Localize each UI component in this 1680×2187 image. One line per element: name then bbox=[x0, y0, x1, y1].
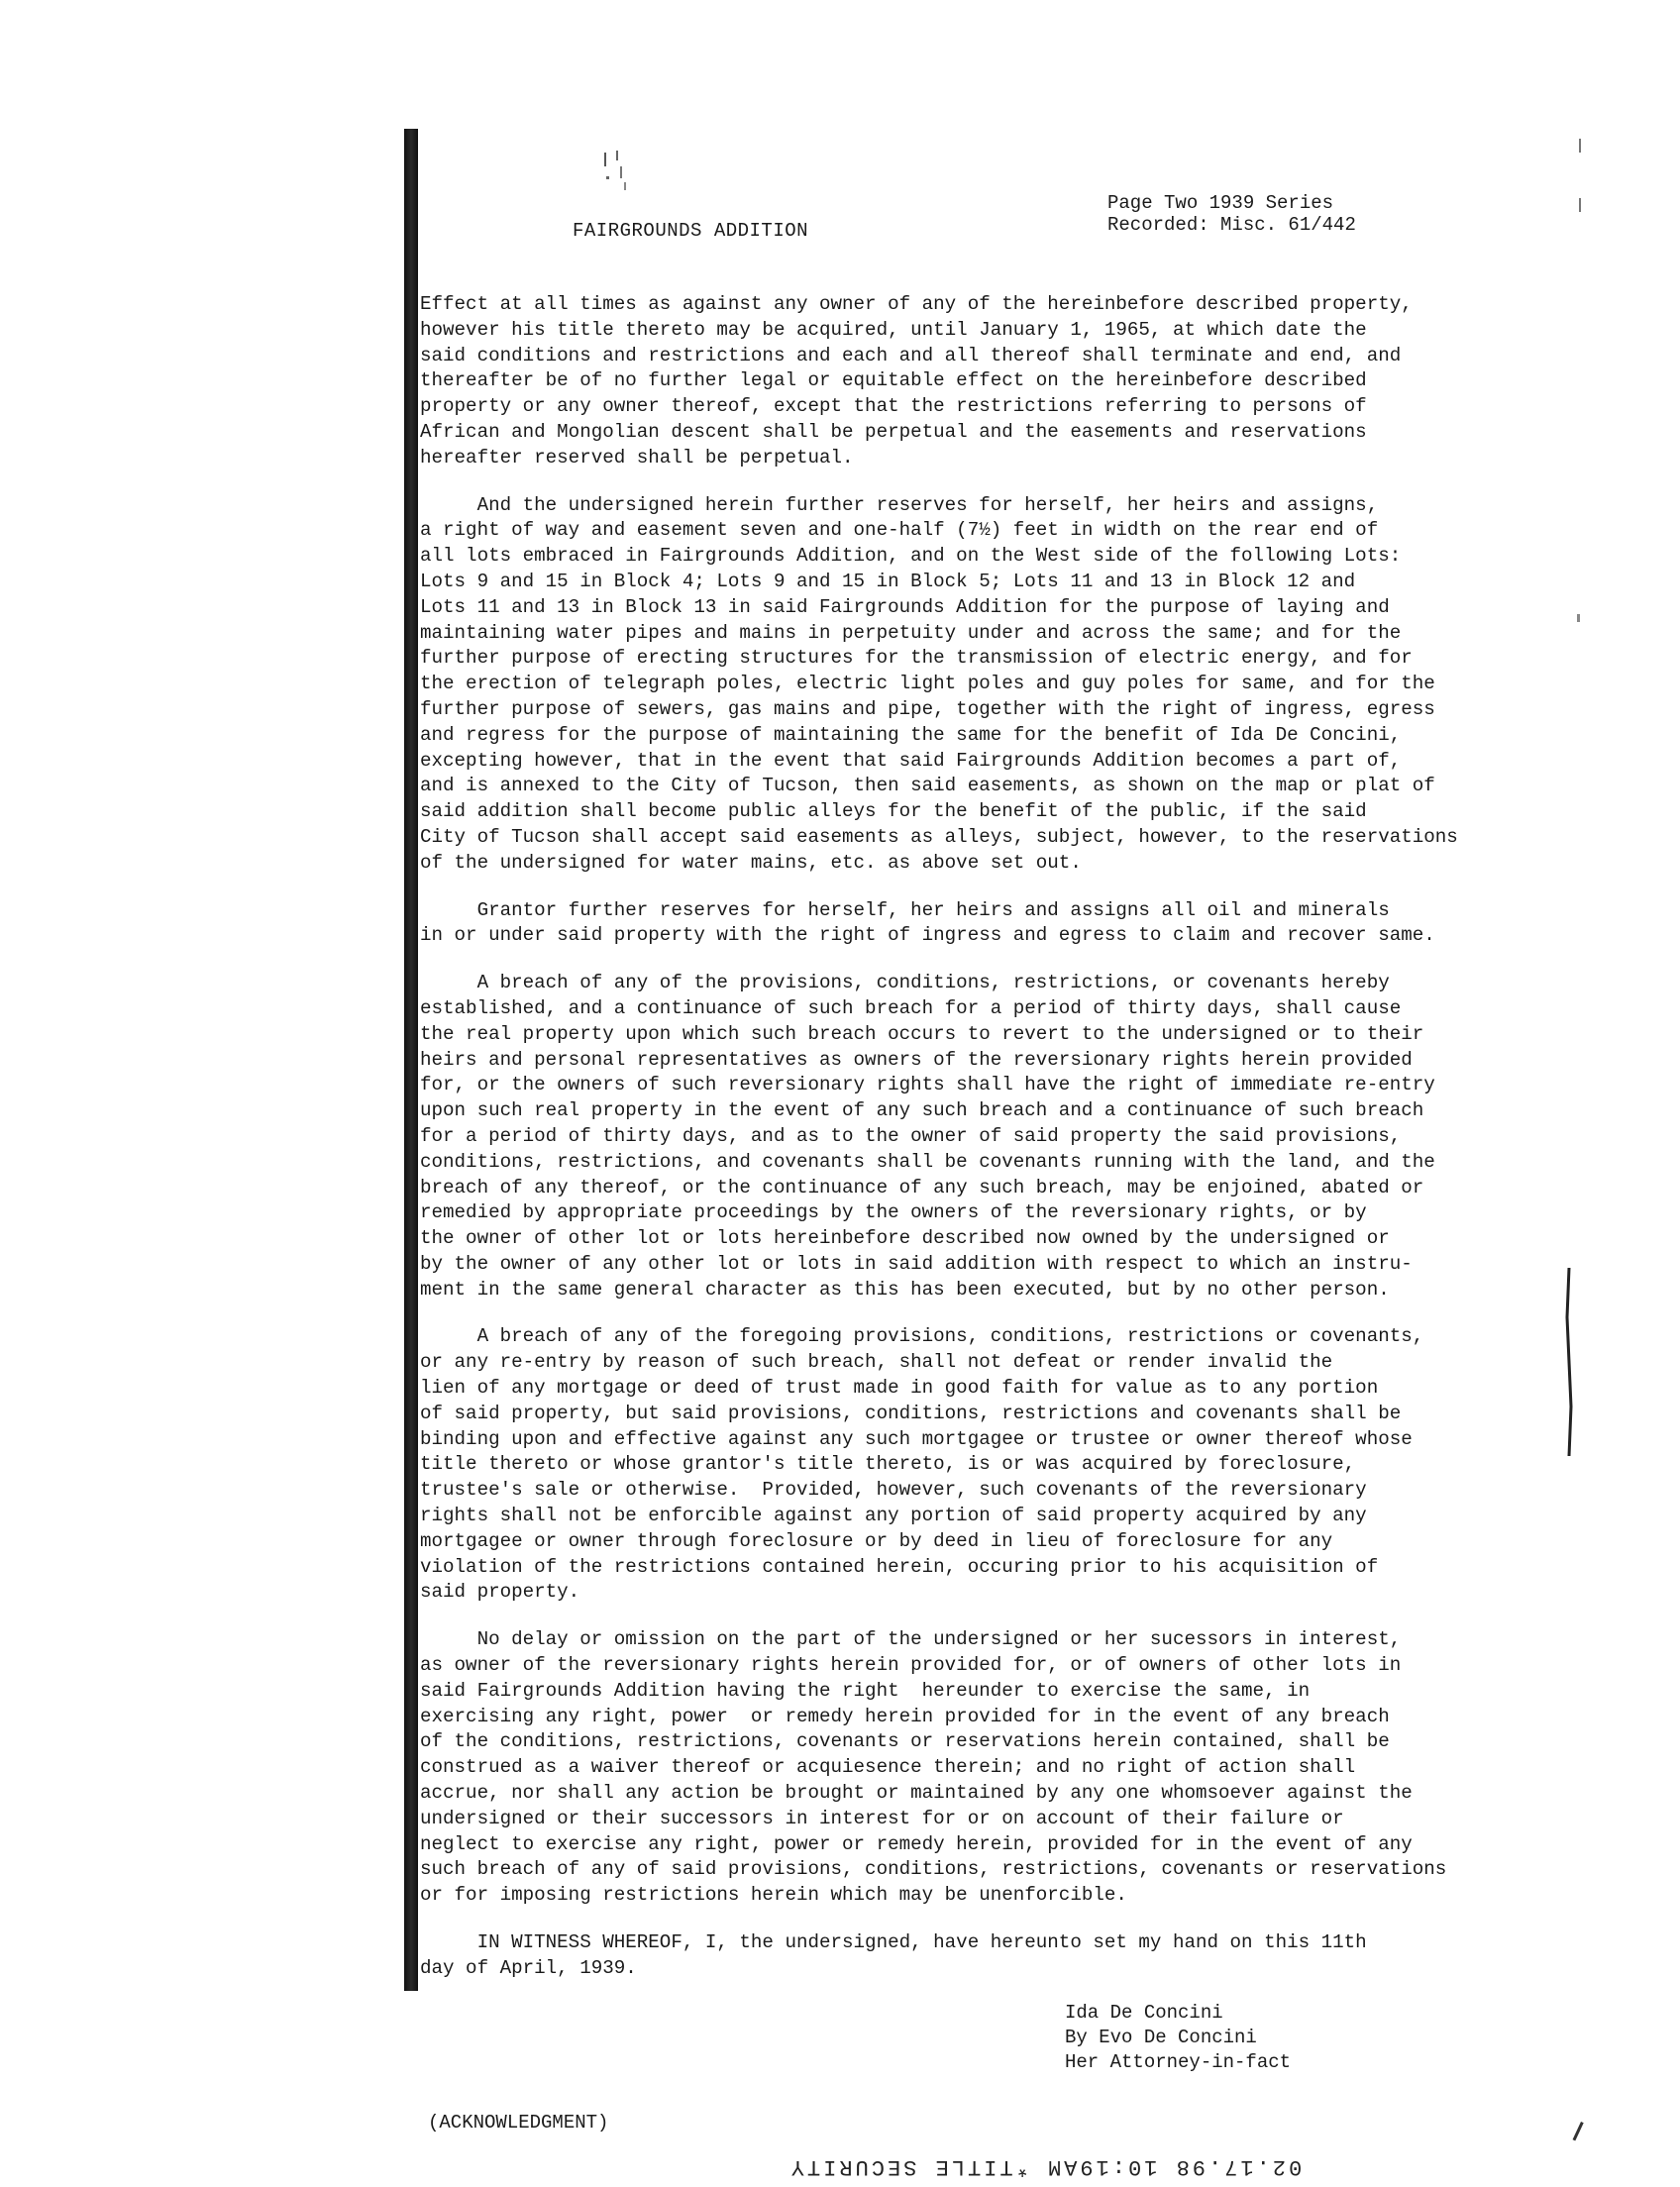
scan-specks bbox=[594, 149, 654, 208]
body-line: said addition shall become public alleys for the benefit of the public, if the said bbox=[420, 800, 1367, 823]
body-line: title thereto or whose grantor's title thereto, is or was acquired by foreclosure, bbox=[420, 1453, 1356, 1476]
body-line: IN WITNESS WHEREOF, I, the undersigned, have hereunto set my hand on this 11th bbox=[420, 1931, 1367, 1954]
signature-title: Her Attorney-in-fact bbox=[1065, 2051, 1292, 2073]
body-line: the real property upon which such breach occurs to revert to the undersigned or to their bbox=[420, 1022, 1424, 1045]
body-line: property or any owner thereof, except that the restrictions referring to persons of bbox=[420, 395, 1367, 418]
body-line: of said property, but said provisions, conditions, restrictions and covenants shall be bbox=[420, 1402, 1402, 1424]
body-line: No delay or omission on the part of the undersigned or her sucessors in interest, bbox=[420, 1628, 1402, 1651]
body-line: conditions, restrictions, and covenants shall be covenants running with the land, and the bbox=[420, 1150, 1435, 1173]
body-line: ment in the same general character as this has been executed, but by no other person. bbox=[420, 1278, 1390, 1301]
body-line: A breach of any of the provisions, conditions, restrictions, or covenants hereby bbox=[420, 972, 1390, 994]
body-line: the erection of telegraph poles, electric light poles and guy poles for same, and for the bbox=[420, 673, 1435, 695]
body-line: heirs and personal representatives as owners of the reversionary rights herein provided bbox=[420, 1048, 1413, 1071]
body-paragraph bbox=[420, 1930, 1520, 1982]
body-paragraph bbox=[420, 1324, 1520, 1606]
scan-edge-marks bbox=[1541, 0, 1680, 2187]
body-line: for, or the owners of such reversionary rights shall have the right of immediate re-entry bbox=[420, 1074, 1435, 1096]
body-line: for a period of thirty days, and as to the owner of said property the said provisions, bbox=[420, 1124, 1402, 1147]
body-line: rights shall not be enforcible against any portion of said property acquired by any bbox=[420, 1505, 1367, 1527]
recorded-line: Recorded: Misc. 61/442 bbox=[1107, 214, 1356, 236]
body-line: or for imposing restrictions herein which may be unenforcible. bbox=[420, 1884, 1127, 1907]
body-line: in or under said property with the right of ingress and egress to claim and recover same. bbox=[420, 924, 1435, 947]
body-line: breach of any thereof, or the continuance of any such breach, may be enjoined, abated or bbox=[420, 1176, 1424, 1198]
body-line: a right of way and easement seven and one-half (7½) feet in width on the rear end of bbox=[420, 519, 1379, 542]
signature-by: By Evo De Concini bbox=[1065, 2027, 1257, 2048]
body-paragraph bbox=[420, 971, 1520, 1302]
body-paragraph bbox=[420, 1627, 1520, 1909]
body-line: said property. bbox=[420, 1581, 580, 1604]
body-line: accrue, nor shall any action be brought or maintained by any one whomsoever against the bbox=[420, 1782, 1413, 1805]
body-line: Effect at all times as against any owner of any of the hereinbefore described property, bbox=[420, 293, 1413, 315]
body-line: African and Mongolian descent shall be perpetual and the easements and reservations bbox=[420, 420, 1367, 443]
body-line: such breach of any of said provisions, conditions, restrictions, covenants or reservations bbox=[420, 1858, 1447, 1881]
body-line: City of Tucson shall accept said easements as alleys, subject, however, to the reservations bbox=[420, 825, 1458, 848]
body-line: or any re-entry by reason of such breach, shall not defeat or render invalid the bbox=[420, 1351, 1333, 1374]
body-line: and regress for the purpose of maintaining the same for the benefit of Ida De Concini, bbox=[420, 723, 1402, 746]
body-line: neglect to exercise any right, power or remedy herein, provided for in the event of any bbox=[420, 1832, 1413, 1855]
body-line: Lots 11 and 13 in Block 13 in said Fairgrounds Addition for the purpose of laying and bbox=[420, 595, 1390, 618]
body-line: thereafter be of no further legal or equitable effect on the hereinbefore described bbox=[420, 369, 1367, 392]
body-line: however his title thereto may be acquired, until January 1, 1965, at which date the bbox=[420, 318, 1367, 341]
fax-header-line: 02.17.98 10:19AM *TITLE SECURITY bbox=[788, 2154, 1303, 2179]
body-line: said Fairgrounds Addition having the right hereunder to exercise the same, in bbox=[420, 1679, 1311, 1702]
body-line: of the conditions, restrictions, covenants or reservations herein contained, shall be bbox=[420, 1730, 1390, 1753]
body-line: further purpose of erecting structures for the transmission of electric energy, and for bbox=[420, 647, 1413, 670]
acknowledgment-label: (ACKNOWLEDGMENT) bbox=[428, 2112, 609, 2134]
body-line: said conditions and restrictions and each and all thereof shall terminate and end, and bbox=[420, 344, 1402, 366]
body-line: all lots embraced in Fairgrounds Addition, and on the West side of the following Lots: bbox=[420, 545, 1402, 568]
body-line: the owner of other lot or lots hereinbefore described now owned by the undersigned or bbox=[420, 1227, 1390, 1250]
body-line: undersigned or their successors in interest for or on account of their failure or bbox=[420, 1807, 1344, 1829]
body-line: exercising any right, power or remedy herein provided for in the event of any breach bbox=[420, 1705, 1390, 1727]
body-line: And the undersigned herein further reserves for herself, her heirs and assigns, bbox=[420, 493, 1379, 516]
body-line: lien of any mortgage or deed of trust made in good faith for value as to any portion bbox=[420, 1377, 1379, 1400]
body-line: A breach of any of the foregoing provisions, conditions, restrictions or covenants, bbox=[420, 1325, 1424, 1348]
body-line: Grantor further reserves for herself, her heirs and assigns all oil and minerals bbox=[420, 898, 1390, 921]
body-line: binding upon and effective against any such mortgagee or trustee or owner thereof whose bbox=[420, 1427, 1413, 1450]
body-paragraph bbox=[420, 493, 1520, 877]
scan-margin-bar bbox=[404, 129, 418, 1991]
document-title: FAIRGROUNDS ADDITION bbox=[573, 220, 809, 242]
body-line: maintaining water pipes and mains in perpetuity under and across the same; and for the bbox=[420, 621, 1402, 644]
document-body bbox=[420, 292, 1520, 2004]
body-line: remedied by appropriate proceedings by the owners of the reversionary rights, or by bbox=[420, 1201, 1367, 1224]
page-series-line: Page Two 1939 Series bbox=[1107, 192, 1334, 214]
body-line: construed as a waiver thereof or acquiesence therein; and no right of action shall bbox=[420, 1756, 1356, 1779]
body-line: hereafter reserved shall be perpetual. bbox=[420, 446, 854, 469]
signature-block bbox=[1065, 2001, 1291, 2075]
body-line: by the owner of any other lot or lots in said addition with respect to which an instru- bbox=[420, 1252, 1413, 1275]
body-line: Lots 9 and 15 in Block 4; Lots 9 and 15 in Block 5; Lots 11 and 13 in Block 12 and bbox=[420, 570, 1356, 592]
body-line: trustee's sale or otherwise. Provided, however, such covenants of the reversionary bbox=[420, 1479, 1367, 1502]
body-line: mortgagee or owner through foreclosure or by deed in lieu of foreclosure for any bbox=[420, 1529, 1333, 1552]
signature-name: Ida De Concini bbox=[1065, 2002, 1223, 2024]
body-line: established, and a continuance of such breach for a period of thirty days, shall cause bbox=[420, 996, 1402, 1019]
body-line: as owner of the reversionary rights herein provided for, or of owners of other lots in bbox=[420, 1654, 1402, 1677]
body-line: and is annexed to the City of Tucson, then said easements, as shown on the map or plat of bbox=[420, 775, 1435, 797]
body-paragraph bbox=[420, 898, 1520, 950]
body-line: violation of the restrictions contained herein, occuring prior to his acquisition of bbox=[420, 1555, 1379, 1578]
body-line: day of April, 1939. bbox=[420, 1956, 637, 1979]
body-line: of the undersigned for water mains, etc. as above set out. bbox=[420, 851, 1082, 874]
body-paragraph bbox=[420, 292, 1520, 471]
page-series-block bbox=[1107, 192, 1356, 236]
body-line: excepting however, that in the event that said Fairgrounds Addition becomes a part of, bbox=[420, 749, 1402, 772]
body-line: further purpose of sewers, gas mains and pipe, together with the right of ingress, egress bbox=[420, 697, 1435, 720]
body-line: upon such real property in the event of any such breach and a continuance of such breach bbox=[420, 1099, 1424, 1122]
